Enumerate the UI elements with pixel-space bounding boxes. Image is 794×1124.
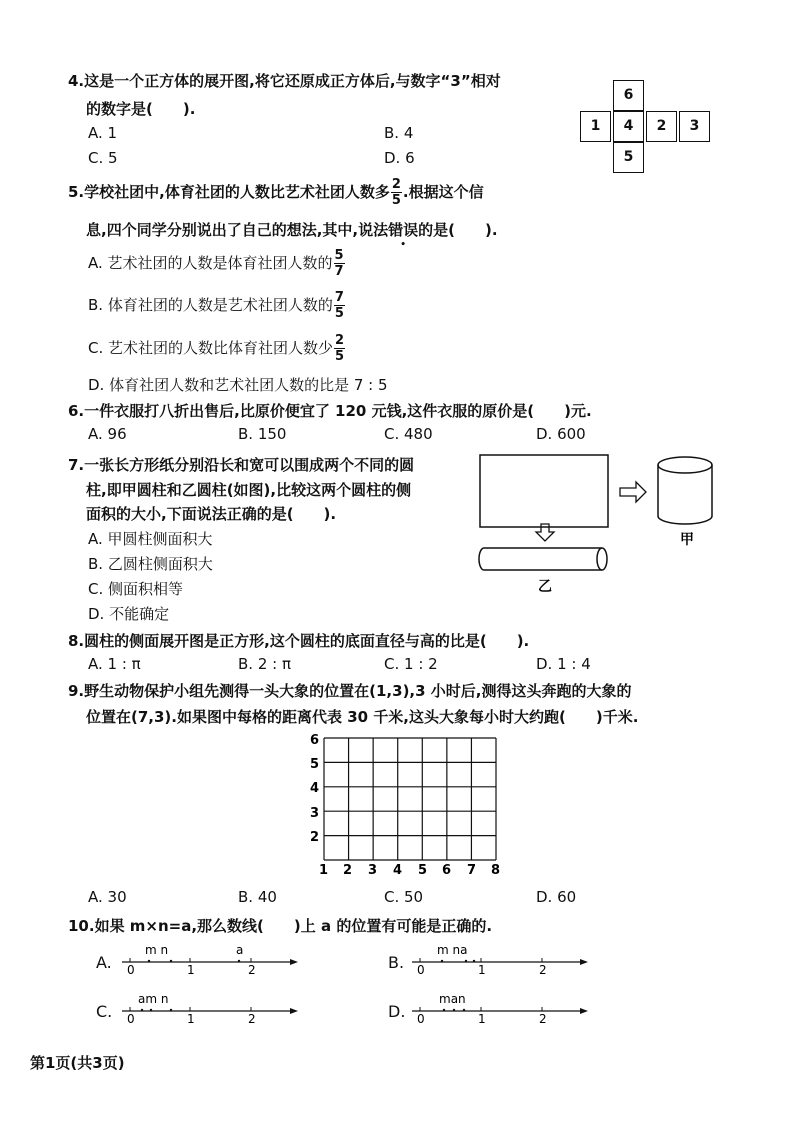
q5-option-d[interactable]: D. 体育社团人数和艺术社团人数的比是 7 : 5 <box>88 376 388 394</box>
fraction: $\frac{5}{7}$ <box>334 248 344 279</box>
q10-option-c[interactable]: C. <box>96 1002 113 1021</box>
number-line-a <box>118 940 303 976</box>
q8-option-b[interactable]: B. 2 : π <box>238 655 291 673</box>
x-tick-label: 4 <box>393 863 403 878</box>
number-line-label: m n <box>145 943 169 957</box>
net-cell: 4 <box>613 111 644 142</box>
x-tick-label: 2 <box>343 863 353 878</box>
q9-option-d[interactable]: D. 60 <box>536 888 577 906</box>
q5-line1 <box>68 178 484 207</box>
q4-option-d[interactable]: D. 6 <box>384 149 415 167</box>
tick-label: 0 <box>417 963 425 976</box>
paper-rectangle <box>480 455 608 527</box>
coordinate-grid <box>306 728 506 880</box>
x-tick-label: 8 <box>491 863 501 878</box>
number-line-label: man <box>439 992 466 1006</box>
label-jia: 甲 <box>680 532 694 548</box>
number-line-label: a <box>236 943 244 957</box>
number-line-c <box>118 989 303 1025</box>
q8-option-a[interactable]: A. 1 : π <box>88 655 141 673</box>
q4-option-a[interactable]: A. 1 <box>88 124 118 142</box>
q6-text: 6.一件衣服打八折出售后,比原价便宜了 120 元钱,这件衣服的原价是( )元. <box>68 402 592 420</box>
tick-label: 1 <box>187 1012 195 1025</box>
q10-option-b[interactable]: B. <box>388 953 405 972</box>
number-line-d <box>408 989 593 1025</box>
tick-label: 2 <box>248 963 256 976</box>
tick-label: 2 <box>248 1012 256 1025</box>
x-tick-label: 7 <box>467 863 477 878</box>
q5-option-b[interactable]: B. 体育社团的人数是艺术社团人数的 $\frac{7}{5}$ <box>88 290 344 321</box>
tick-label: 1 <box>187 963 195 976</box>
q6-option-a[interactable]: A. 96 <box>88 425 127 443</box>
arrow-icon <box>290 959 298 965</box>
q9-option-a[interactable]: A. 30 <box>88 888 127 906</box>
q5-option-a[interactable]: A. 艺术社团的人数是体育社团人数的 $\frac{5}{7}$ <box>88 248 344 279</box>
y-tick-label: 4 <box>310 781 320 796</box>
cylinder-figure <box>470 448 730 598</box>
q10-option-a[interactable]: A. <box>96 953 112 972</box>
y-tick-label: 2 <box>310 830 320 845</box>
q10-text: 10.如果 m×n=a,那么数线( )上 a 的位置有可能是正确的. <box>68 917 493 935</box>
tick-label: 0 <box>127 1012 135 1025</box>
grid-lines <box>324 738 496 860</box>
number-line-label: am n <box>138 992 169 1006</box>
q9-option-c[interactable]: C. 50 <box>384 888 424 906</box>
q6-option-c[interactable]: C. 480 <box>384 425 433 443</box>
arrow-icon <box>290 1008 298 1014</box>
q7-option-a[interactable]: A. 甲圆柱侧面积大 <box>88 530 213 548</box>
arrow-icon <box>580 959 588 965</box>
q7-line1: 7.一张长方形纸分别沿长和宽可以围成两个不同的圆 <box>68 456 415 474</box>
q7-option-b[interactable]: B. 乙圆柱侧面积大 <box>88 555 213 573</box>
cylinder-jia <box>658 457 712 524</box>
q5-option-c[interactable]: C. 艺术社团的人数比体育社团人数少 $\frac{2}{5}$ <box>88 333 345 364</box>
q7-option-c[interactable]: C. 侧面积相等 <box>88 580 184 598</box>
net-cell: 1 <box>580 111 611 142</box>
q7-option-d[interactable]: D. 不能确定 <box>88 605 170 623</box>
q4-option-c[interactable]: C. 5 <box>88 149 118 167</box>
q8-option-d[interactable]: D. 1 : 4 <box>536 655 591 673</box>
cylinder-yi <box>479 548 607 570</box>
arrow-icon <box>580 1008 588 1014</box>
page-number: 第1页(共3页) <box>30 1054 125 1072</box>
q9-line1: 9.野生动物保护小组先测得一头大象的位置在(1,3),3 小时后,测得这头奔跑的大象的 <box>68 682 632 700</box>
q8-option-c[interactable]: C. 1 : 2 <box>384 655 438 673</box>
tick-label: 0 <box>417 1012 425 1025</box>
q8-text: 8.圆柱的侧面展开图是正方形,这个圆柱的底面直径与高的比是( ). <box>68 632 530 650</box>
y-tick-label: 3 <box>310 806 320 821</box>
tick-label: 2 <box>539 963 547 976</box>
number-line-label: m na <box>437 943 468 957</box>
x-tick-label: 6 <box>442 863 452 878</box>
q9-line2: 位置在(7,3).如果图中每格的距离代表 30 千米,这头大象每小时大约跑( )千米. <box>86 708 639 726</box>
q9-option-b[interactable]: B. 40 <box>238 888 277 906</box>
q6-option-b[interactable]: B. 150 <box>238 425 287 443</box>
fraction: $\frac{2}{5}$ <box>391 177 401 208</box>
arrow-right-icon <box>620 482 646 502</box>
fraction: $\frac{7}{5}$ <box>334 290 344 321</box>
q4-line1: 4.这是一个正方体的展开图,将它还原成正方体后,与数字“3”相对 <box>68 72 501 90</box>
fraction: $\frac{2}{5}$ <box>335 333 345 364</box>
q4-line2: 的数字是( ). <box>86 100 196 118</box>
y-tick-label: 5 <box>310 757 320 772</box>
q6-option-d[interactable]: D. 600 <box>536 425 586 443</box>
q4-option-b[interactable]: B. 4 <box>384 124 414 142</box>
label-yi: 乙 <box>538 579 552 595</box>
number-line-b <box>408 940 593 976</box>
net-cell-top: 6 <box>613 80 644 111</box>
q7-line3: 面积的大小,下面说法正确的是( ). <box>86 505 337 523</box>
q5-line1-pre: 5.学校社团中,体育社团的人数比艺术社团人数多 <box>68 183 390 201</box>
net-cell: 3 <box>679 111 710 142</box>
tick-label: 0 <box>127 963 135 976</box>
x-tick-label: 1 <box>319 863 329 878</box>
q5-line1-post: .根据这个信 <box>402 183 484 201</box>
tick-label: 1 <box>478 963 486 976</box>
tick-label: 1 <box>478 1012 486 1025</box>
y-tick-label: 6 <box>310 733 320 748</box>
q5-line2: 息,四个同学分别说出了自己的想法,其中,说法错误的是( ). <box>86 221 498 239</box>
net-cell: 2 <box>646 111 677 142</box>
x-tick-label: 5 <box>418 863 428 878</box>
q7-line2: 柱,即甲圆柱和乙圆柱(如图),比较这两个圆柱的侧 <box>86 481 412 499</box>
net-cell-bottom: 5 <box>613 142 644 173</box>
q10-option-d[interactable]: D. <box>388 1002 406 1021</box>
x-tick-label: 3 <box>368 863 378 878</box>
tick-label: 2 <box>539 1012 547 1025</box>
emphasis-word: 错误 <box>388 221 419 239</box>
